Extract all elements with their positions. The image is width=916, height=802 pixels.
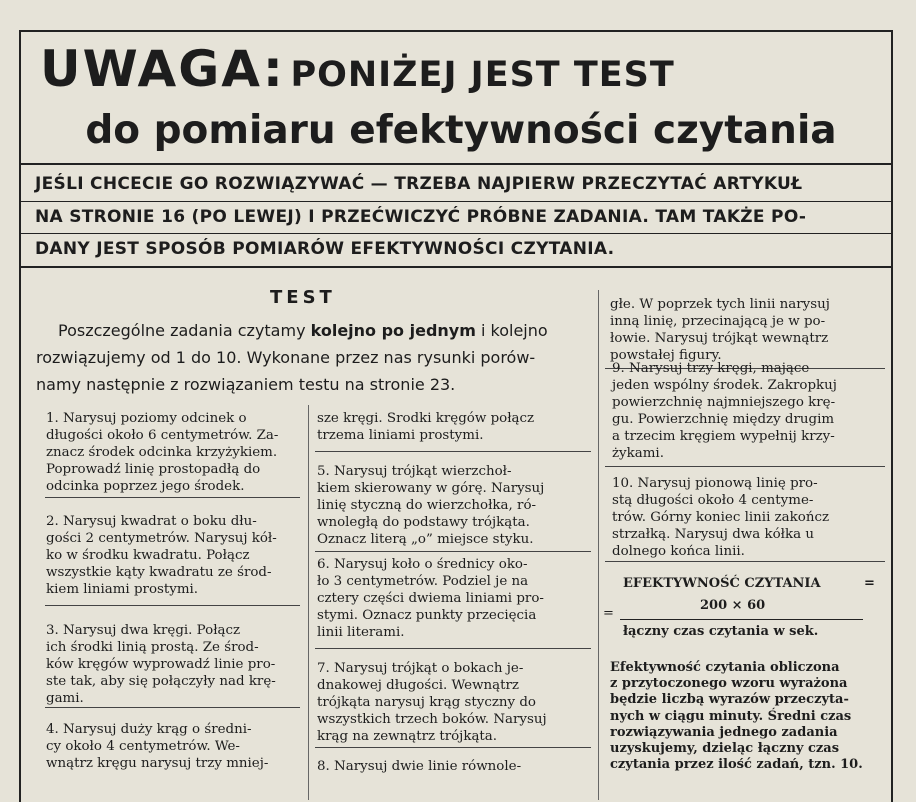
task-10: 10. Narysuj pionową linię pro- stą długości około 4 centyme- trów. Górny koniec linii zakończ strzałką. Narysuj dwa kółka u dolnego końca linii.	[612, 476, 830, 559]
task-2: 2. Narysuj kwadrat o boku dłu- gości 2 centymetrów. Narysuj kół- ko w środku kwadratu. Połącz wszystkie kąty kwadratu ze środ- kiem liniami prostymi.	[46, 514, 277, 597]
separator	[45, 707, 300, 708]
lead-bold: kolejno po jednym	[310, 321, 476, 340]
lead-line-1	[36, 321, 596, 340]
headline-rest: PONIŻEJ JEST TEST	[290, 55, 675, 95]
separator	[45, 497, 300, 498]
separator	[315, 551, 591, 552]
formula-label: EFEKTYWNOŚĆ CZYTANIA	[623, 576, 821, 591]
lead-post: i kolejno	[475, 321, 548, 340]
fraction-bar	[620, 619, 863, 620]
divider-top	[19, 163, 891, 165]
column-divider-2	[598, 290, 599, 800]
task-6: 6. Narysuj koło o średnicy oko- ło 3 centymetrów. Podziel je na cztery części dwiema liniami pro- stymi. Oznacz punkty przecięcia linii literami.	[317, 557, 544, 640]
intro-line-3: DANY JEST SPOSÓB POMIARÓW EFEKTYWNOŚCI CZYTANIA.	[35, 239, 615, 259]
lead-line-2: rozwiązujemy od 1 do 10. Wykonane przez nas rysunki porów-	[36, 348, 536, 367]
task-3: 3. Narysuj dwa kręgi. Połącz ich środki linią prostą. Ze środ- ków kręgów wyprowadź linie pro- ste tak, aby się połączyły nad krę- gami.	[46, 623, 276, 706]
intro-line-1: JEŚLI CHCECIE GO ROZWIĄZYWAĆ — TRZEBA NAJPIERW PRZECZYTAĆ ARTYKUŁ	[35, 174, 803, 194]
lead-pre: Poszczególne zadania czytamy	[58, 321, 311, 340]
headline-uwaga: UWAGA:	[40, 40, 285, 98]
intro-line-2: NA STRONIE 16 (PO LEWEJ) I PRZEĆWICZYĆ PRÓBNE ZADANIA. TAM TAKŻE PO-	[35, 207, 807, 227]
task-9: 9. Narysuj trzy kręgi, mające jeden wspólny środek. Zakropkuj powierzchnię najmniejszego krę- gu. Powierzchnię między drugim a trzecim kręgiem wypełnij krzy- żykami.	[612, 361, 837, 461]
task-8-continued: głe. W poprzek tych linii narysuj inną linię, przecinającą je w po- łowie. Narysuj trójkąt wewnątrz powstałej figury.	[610, 297, 830, 363]
task-1: 1. Narysuj poziomy odcinek o długości około 6 centymetrów. Za- znacz środek odcinka krzyżykiem. Poprowadź linię prostopadłą do odcinka poprzez jego środek.	[46, 411, 279, 494]
formula-denominator: łączny czas czytania w sek.	[623, 624, 819, 639]
task-5: 5. Narysuj trójkąt wierzchoł- kiem skierowany w górę. Narysuj linię styczną do wierzchołka, ró- wnoległą do podstawy trójkąta. Oznacz literą „o” miejsce styku.	[317, 464, 545, 547]
separator	[45, 605, 300, 606]
task-8: 8. Narysuj dwie linie równole-	[317, 759, 522, 774]
intro-rule-2	[19, 233, 891, 234]
task-4: 4. Narysuj duży krąg o średni- cy około 4 centymetrów. We- wnątrz kręgu narysuj trzy mniej-	[46, 722, 269, 771]
separator	[605, 466, 885, 467]
headline	[40, 40, 880, 98]
lead-line-3: namy następnie z rozwiązaniem testu na stronie 23.	[36, 375, 456, 394]
final-note: Efektywność czytania obliczona z przytoczonego wzoru wyrażona będzie liczbą wyrazów przeczyta- nych w ciągu minuty. Średni czas rozwiązywania jednego zadania uzyskujemy, dzieląc łączny czas czytania przez ilość zadań, tzn. 10.	[610, 660, 863, 773]
formula-equals: =	[864, 576, 875, 591]
test-title: TEST	[270, 287, 336, 308]
column-divider-1	[308, 405, 309, 800]
separator	[315, 747, 591, 748]
separator	[605, 561, 885, 562]
task-4-continued: sze kręgi. Srodki kręgów połącz trzema liniami prostymi.	[317, 411, 535, 443]
formula-numerator: 200 × 60	[700, 598, 766, 613]
divider-intro-bottom	[19, 266, 891, 268]
subheadline: do pomiaru efektywności czytania	[85, 108, 837, 153]
separator	[315, 648, 591, 649]
formula-equals-2: =	[603, 606, 614, 621]
separator	[315, 451, 591, 452]
intro-rule-1	[19, 201, 891, 202]
task-7: 7. Narysuj trójkąt o bokach je- dnakowej długości. Wewnątrz trójkąta narysuj krąg styczny do wszystkich trzech boków. Narysuj krąg na zewnątrz trójkąta.	[317, 661, 547, 744]
